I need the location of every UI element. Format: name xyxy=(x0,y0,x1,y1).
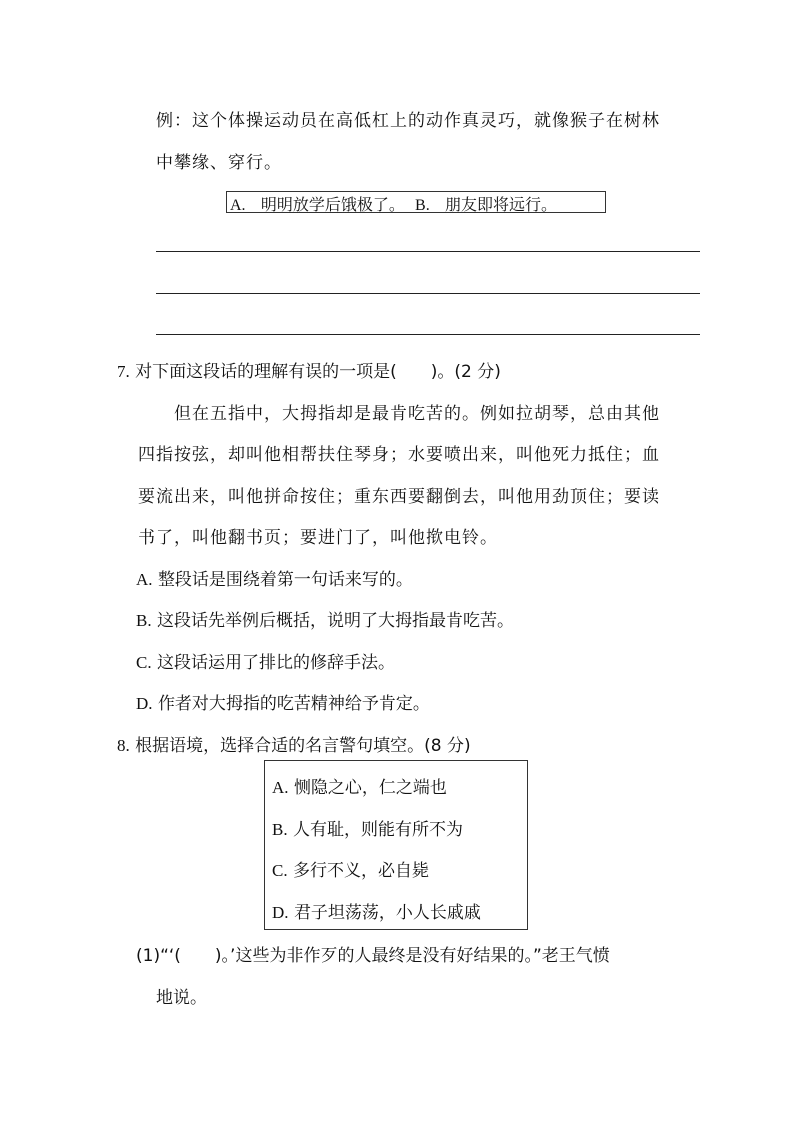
q7-number: 7. xyxy=(117,362,130,381)
q7-option-a-text: 整段话是围绕着第一句话来写的。 xyxy=(157,570,413,590)
q7-passage-line-2: 四指按弦，却叫他相帮扶住琴身；水要喷出来，叫他死力抵住；血 xyxy=(138,445,660,465)
q8-box-option-d xyxy=(272,898,481,923)
q8-box-b-letter: B. xyxy=(272,820,288,839)
q7-header xyxy=(117,357,501,382)
q8-box-a-letter: A. xyxy=(272,778,289,797)
answer-line-3[interactable] xyxy=(156,334,700,335)
q7-option-b-text: 这段话先举例后概括，说明了大拇指最肯吃苦。 xyxy=(157,611,514,631)
option-b-letter: B. xyxy=(415,197,430,214)
q8-stem: 根据语境，选择合适的名言警句填空。(8 分) xyxy=(135,736,471,756)
answer-line-1[interactable] xyxy=(156,251,700,252)
q8-box-a-text: 恻隐之心，仁之端也 xyxy=(293,778,447,798)
option-a-text: 明明放学后饿极了。 xyxy=(260,195,405,214)
q8-box-option-a xyxy=(272,773,447,798)
q7-option-c-text: 这段话运用了排比的修辞手法。 xyxy=(157,653,395,673)
q7-passage-line-4: 书了，叫他翻书页；要进门了，叫他揿电铃。 xyxy=(138,528,498,548)
q7-option-a[interactable] xyxy=(136,565,413,590)
q8-box-d-text: 君子坦荡荡，小人长戚戚 xyxy=(293,903,481,923)
q7-option-a-letter: A. xyxy=(136,570,153,589)
q7-option-c[interactable] xyxy=(136,648,395,673)
option-a-letter: A. xyxy=(230,197,246,214)
option-b-text: 朋友即将远行。 xyxy=(444,195,557,214)
example-line-2: 中攀缘、穿行。 xyxy=(156,153,282,173)
q7-stem: 对下面这段话的理解有误的一项是( )。(2 分) xyxy=(135,362,501,382)
q8-box-c-text: 多行不义，必自毙 xyxy=(293,861,429,881)
q8-header xyxy=(117,731,471,756)
example-line-1: 例：这个体操运动员在高低杠上的动作真灵巧，就像猴子在树林 xyxy=(156,111,660,131)
q7-option-b[interactable] xyxy=(136,606,514,631)
q7-option-b-letter: B. xyxy=(136,611,152,630)
option-box-1-a xyxy=(230,192,557,215)
q7-option-d-letter: D. xyxy=(136,694,153,713)
q8-box-b-text: 人有耻，则能有所不为 xyxy=(293,820,463,840)
q7-option-c-letter: C. xyxy=(136,653,152,672)
q7-passage-line-3: 要流出来，叫他拼命按住；重东西要翻倒去，叫他用劲顶住；要读 xyxy=(138,487,660,507)
q8-box-c-letter: C. xyxy=(272,861,288,880)
q8-sub1-line-2: 地说。 xyxy=(156,988,207,1008)
q7-option-d[interactable] xyxy=(136,689,430,714)
q8-number: 8. xyxy=(117,736,130,755)
q7-passage-line-1: 但在五指中，大拇指却是最肯吃苦的。例如拉胡琴，总由其他 xyxy=(174,404,660,424)
answer-line-2[interactable] xyxy=(156,293,700,294)
q8-box-option-c xyxy=(272,856,429,881)
q7-option-d-text: 作者对大拇指的吃苦精神给予肯定。 xyxy=(157,694,430,714)
q8-sub1-line-1: (1)“‘( )。’这些为非作歹的人最终是没有好结果的。”老王气愤 xyxy=(136,946,610,966)
q8-box-d-letter: D. xyxy=(272,903,289,922)
q8-box-option-b xyxy=(272,815,463,840)
